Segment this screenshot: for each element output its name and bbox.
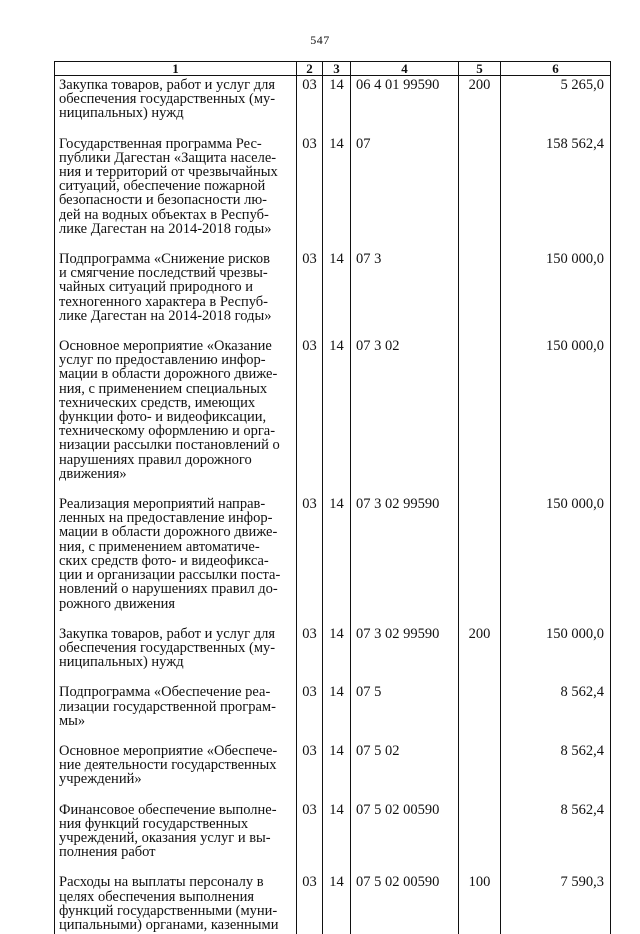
row-subsection-code: 14 (323, 137, 351, 252)
row-section-code: 03 (297, 137, 323, 252)
row-name: Закупка товаров, работ и услуг для обеспечения государственных (му- ниципальных) нужд (55, 627, 297, 686)
budget-table (54, 61, 611, 934)
row-expense-type (459, 339, 501, 497)
row-section-code: 03 (297, 685, 323, 744)
row-expense-type (459, 685, 501, 744)
table-body (55, 76, 611, 934)
table-row (55, 803, 611, 876)
row-expense-type (459, 744, 501, 803)
row-subsection-code: 14 (323, 627, 351, 686)
page-number: 547 (0, 33, 640, 48)
row-target-article: 07 5 02 (351, 744, 459, 803)
row-name: Финансовое обеспечение выполне- ния функций государственных учреждений, оказания услуг и вы- полнения работ (55, 803, 297, 876)
row-expense-type (459, 803, 501, 876)
row-name: Подпрограмма «Снижение рисков и смягчение последствий чрезвы- чайных ситуаций природного и техногенного характера в Респуб- лике Дагестан на 2014-2018 годы» (55, 252, 297, 339)
row-amount: 150 000,0 (501, 497, 611, 627)
header-col-1: 1 (55, 62, 297, 76)
row-target-article: 07 3 02 99590 (351, 497, 459, 627)
row-section-code: 03 (297, 627, 323, 686)
row-amount: 5 265,0 (501, 76, 611, 137)
row-section-code: 03 (297, 875, 323, 934)
row-section-code: 03 (297, 76, 323, 137)
row-target-article: 07 5 (351, 685, 459, 744)
row-amount: 150 000,0 (501, 252, 611, 339)
row-target-article: 07 5 02 00590 (351, 875, 459, 934)
row-amount: 7 590,3 (501, 875, 611, 934)
row-amount: 8 562,4 (501, 803, 611, 876)
table-row (55, 76, 611, 137)
table-row (55, 685, 611, 744)
row-amount: 8 562,4 (501, 744, 611, 803)
row-amount: 8 562,4 (501, 685, 611, 744)
row-target-article: 07 5 02 00590 (351, 803, 459, 876)
row-target-article: 07 3 02 99590 (351, 627, 459, 686)
row-section-code: 03 (297, 252, 323, 339)
row-target-article: 06 4 01 99590 (351, 76, 459, 137)
header-row (55, 62, 611, 76)
table-row (55, 339, 611, 497)
header-col-3: 3 (323, 62, 351, 76)
table-row (55, 627, 611, 686)
row-subsection-code: 14 (323, 339, 351, 497)
table-row (55, 137, 611, 252)
row-section-code: 03 (297, 497, 323, 627)
row-subsection-code: 14 (323, 497, 351, 627)
row-subsection-code: 14 (323, 685, 351, 744)
row-subsection-code: 14 (323, 744, 351, 803)
row-name: Реализация мероприятий направ- ленных на предоставление инфор- мации в области дорожного движе- ния, с применением автоматиче- ских средств фото- и видеофикса- ции и организации рассылки поста- новлений о нарушениях правил до- рожного движения (55, 497, 297, 627)
row-section-code: 03 (297, 744, 323, 803)
row-subsection-code: 14 (323, 803, 351, 876)
row-expense-type (459, 497, 501, 627)
row-target-article: 07 3 02 (351, 339, 459, 497)
row-subsection-code: 14 (323, 76, 351, 137)
header-col-6: 6 (501, 62, 611, 76)
table-row (55, 744, 611, 803)
table-row (55, 497, 611, 627)
row-subsection-code: 14 (323, 875, 351, 934)
row-amount: 150 000,0 (501, 339, 611, 497)
row-expense-type: 200 (459, 76, 501, 137)
table-row (55, 252, 611, 339)
row-section-code: 03 (297, 803, 323, 876)
row-name: Закупка товаров, работ и услуг для обеспечения государственных (му- ниципальных) нужд (55, 76, 297, 137)
header-col-5: 5 (459, 62, 501, 76)
row-name: Государственная программа Рес- публики Дагестан «Защита населе- ния и территорий от чрезвычайных ситуаций, обеспечение пожарной безопасности и безопасности лю- дей на водных объектах в Респуб- лике Дагестан на 2014-2018 годы» (55, 137, 297, 252)
row-subsection-code: 14 (323, 252, 351, 339)
row-name: Основное мероприятие «Оказание услуг по предоставлению инфор- мации в области дорожного движе- ния, с применением специальных технических средств, имеющих функции фото- и видеофиксации, техническому оформлению и орга- низации рассылки постановлений о нарушениях правил дорожного движения» (55, 339, 297, 497)
row-amount: 150 000,0 (501, 627, 611, 686)
row-expense-type (459, 252, 501, 339)
row-expense-type: 200 (459, 627, 501, 686)
header-col-2: 2 (297, 62, 323, 76)
row-section-code: 03 (297, 339, 323, 497)
row-amount: 158 562,4 (501, 137, 611, 252)
row-name: Основное мероприятие «Обеспече- ние деятельности государственных учреждений» (55, 744, 297, 803)
row-expense-type (459, 137, 501, 252)
table-header (55, 62, 611, 76)
header-col-4: 4 (351, 62, 459, 76)
row-target-article: 07 3 (351, 252, 459, 339)
row-expense-type: 100 (459, 875, 501, 934)
row-name: Подпрограмма «Обеспечение реа- лизации государственной програм- мы» (55, 685, 297, 744)
row-name: Расходы на выплаты персоналу в целях обеспечения выполнения функций государственными (муни- ципальными) органами, казенными (55, 875, 297, 934)
row-target-article: 07 (351, 137, 459, 252)
